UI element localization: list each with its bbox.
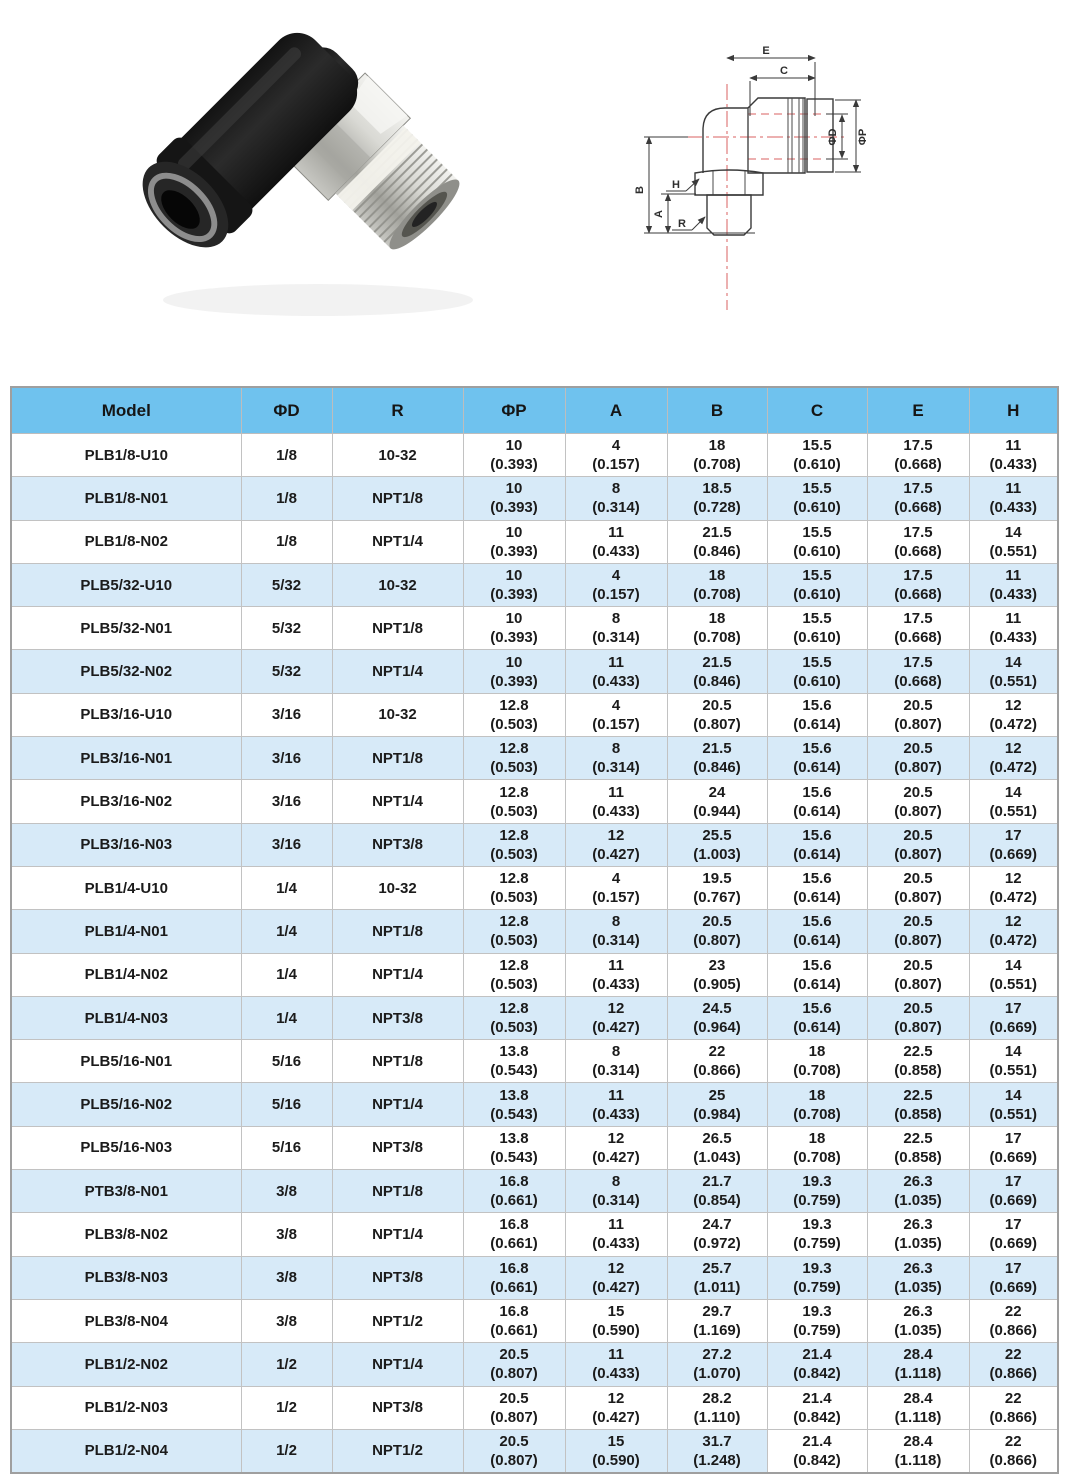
dim-cell-b: 26.5 (1.043) xyxy=(667,1126,767,1169)
dim-cell-h: 22 (0.866) xyxy=(969,1429,1058,1473)
dim-cell-e: 20.5 (0.807) xyxy=(867,910,969,953)
table-row xyxy=(11,866,1058,909)
dim-cell-c: 21.4 (0.842) xyxy=(767,1386,867,1429)
dim-label-r: R xyxy=(678,218,686,230)
dim-cell-b: 24.5 (0.964) xyxy=(667,996,767,1039)
dim-cell-h: 12 (0.472) xyxy=(969,866,1058,909)
column-header-phi-d: ΦD xyxy=(241,387,332,434)
model-cell: PLB3/8-N04 xyxy=(11,1299,241,1342)
column-header-a: A xyxy=(565,387,667,434)
hex-nut xyxy=(695,170,763,195)
dim-cell-a: 4 (0.157) xyxy=(565,434,667,477)
model-cell: PLB5/16-N03 xyxy=(11,1126,241,1169)
phi-d-cell: 1/4 xyxy=(241,953,332,996)
column-header-r: R xyxy=(332,387,463,434)
dim-cell-phi-p: 20.5 (0.807) xyxy=(463,1429,565,1473)
dim-cell-b: 21.5 (0.846) xyxy=(667,650,767,693)
dim-cell-e: 20.5 (0.807) xyxy=(867,823,969,866)
dim-cell-e: 20.5 (0.807) xyxy=(867,953,969,996)
technical-drawing-image xyxy=(600,20,1010,330)
table-header-row xyxy=(11,387,1058,434)
dim-cell-b: 31.7 (1.248) xyxy=(667,1429,767,1473)
dim-cell-e: 22.5 (0.858) xyxy=(867,1126,969,1169)
fitting-outline xyxy=(695,98,833,235)
r-cell: NPT1/8 xyxy=(332,607,463,650)
table-row xyxy=(11,1213,1058,1256)
phi-d-cell: 5/16 xyxy=(241,1083,332,1126)
dim-cell-h: 17 (0.669) xyxy=(969,1213,1058,1256)
dim-cell-b: 24.7 (0.972) xyxy=(667,1213,767,1256)
dim-cell-phi-p: 12.8 (0.503) xyxy=(463,866,565,909)
model-cell: PLB5/32-N02 xyxy=(11,650,241,693)
dim-cell-phi-p: 10 (0.393) xyxy=(463,434,565,477)
dim-cell-c: 15.6 (0.614) xyxy=(767,866,867,909)
dim-cell-b: 27.2 (1.070) xyxy=(667,1343,767,1386)
dim-cell-e: 20.5 (0.807) xyxy=(867,693,969,736)
dim-cell-e: 26.3 (1.035) xyxy=(867,1299,969,1342)
phi-d-cell: 1/8 xyxy=(241,520,332,563)
table-row xyxy=(11,1386,1058,1429)
table-row xyxy=(11,1256,1058,1299)
model-cell: PLB3/16-U10 xyxy=(11,693,241,736)
dim-cell-e: 28.4 (1.118) xyxy=(867,1386,969,1429)
dim-cell-a: 4 (0.157) xyxy=(565,563,667,606)
dim-cell-e: 20.5 (0.807) xyxy=(867,780,969,823)
model-cell: PLB1/4-N02 xyxy=(11,953,241,996)
dim-cell-a: 15 (0.590) xyxy=(565,1429,667,1473)
phi-d-cell: 3/16 xyxy=(241,823,332,866)
dim-cell-a: 15 (0.590) xyxy=(565,1299,667,1342)
model-cell: PLB3/16-N01 xyxy=(11,737,241,780)
dim-cell-h: 12 (0.472) xyxy=(969,693,1058,736)
dim-cell-c: 15.6 (0.614) xyxy=(767,780,867,823)
model-cell: PLB1/4-U10 xyxy=(11,866,241,909)
dim-cell-b: 19.5 (0.767) xyxy=(667,866,767,909)
dim-cell-h: 22 (0.866) xyxy=(969,1299,1058,1342)
dim-cell-phi-p: 16.8 (0.661) xyxy=(463,1170,565,1213)
dim-cell-a: 8 (0.314) xyxy=(565,1040,667,1083)
r-cell: NPT1/4 xyxy=(332,1213,463,1256)
phi-d-cell: 5/16 xyxy=(241,1126,332,1169)
model-cell: PLB1/8-N02 xyxy=(11,520,241,563)
dim-cell-e: 17.5 (0.668) xyxy=(867,607,969,650)
model-cell: PLB5/32-N01 xyxy=(11,607,241,650)
phi-d-cell: 1/4 xyxy=(241,996,332,1039)
r-cell: NPT1/4 xyxy=(332,650,463,693)
phi-d-cell: 3/16 xyxy=(241,693,332,736)
dim-cell-a: 11 (0.433) xyxy=(565,953,667,996)
dim-cell-phi-p: 13.8 (0.543) xyxy=(463,1083,565,1126)
table-row xyxy=(11,953,1058,996)
spec-table xyxy=(10,386,1059,1474)
dim-cell-e: 28.4 (1.118) xyxy=(867,1343,969,1386)
dim-cell-b: 20.5 (0.807) xyxy=(667,693,767,736)
dim-cell-h: 22 (0.866) xyxy=(969,1386,1058,1429)
dim-cell-a: 11 (0.433) xyxy=(565,780,667,823)
dim-cell-c: 19.3 (0.759) xyxy=(767,1256,867,1299)
model-cell: PTB3/8-N01 xyxy=(11,1170,241,1213)
model-cell: PLB1/8-N01 xyxy=(11,477,241,520)
dim-cell-h: 11 (0.433) xyxy=(969,477,1058,520)
table-row xyxy=(11,1343,1058,1386)
column-header-c: C xyxy=(767,387,867,434)
dim-cell-h: 12 (0.472) xyxy=(969,737,1058,780)
phi-d-cell: 1/4 xyxy=(241,910,332,953)
dim-cell-e: 22.5 (0.858) xyxy=(867,1040,969,1083)
dim-cell-h: 14 (0.551) xyxy=(969,953,1058,996)
table-row xyxy=(11,563,1058,606)
dim-cell-c: 15.5 (0.610) xyxy=(767,520,867,563)
r-cell: 10-32 xyxy=(332,693,463,736)
phi-d-cell: 1/8 xyxy=(241,434,332,477)
table-row xyxy=(11,607,1058,650)
dim-cell-a: 4 (0.157) xyxy=(565,866,667,909)
dim-cell-e: 26.3 (1.035) xyxy=(867,1213,969,1256)
dim-cell-h: 12 (0.472) xyxy=(969,910,1058,953)
r-cell: NPT3/8 xyxy=(332,1256,463,1299)
phi-d-cell: 1/8 xyxy=(241,477,332,520)
phi-d-cell: 3/16 xyxy=(241,737,332,780)
dim-cell-c: 15.6 (0.614) xyxy=(767,996,867,1039)
dim-cell-b: 18 (0.708) xyxy=(667,607,767,650)
dim-cell-b: 23 (0.905) xyxy=(667,953,767,996)
dim-cell-a: 12 (0.427) xyxy=(565,1256,667,1299)
dim-cell-h: 17 (0.669) xyxy=(969,1126,1058,1169)
table-row xyxy=(11,996,1058,1039)
dim-cell-b: 29.7 (1.169) xyxy=(667,1299,767,1342)
dim-cell-phi-p: 16.8 (0.661) xyxy=(463,1299,565,1342)
dim-cell-h: 14 (0.551) xyxy=(969,1083,1058,1126)
r-cell: NPT1/4 xyxy=(332,1343,463,1386)
dim-label-phi-p: ΦP xyxy=(857,128,869,146)
dim-cell-e: 20.5 (0.807) xyxy=(867,866,969,909)
dim-cell-h: 11 (0.433) xyxy=(969,607,1058,650)
dim-cell-e: 26.3 (1.035) xyxy=(867,1170,969,1213)
dim-cell-e: 17.5 (0.668) xyxy=(867,650,969,693)
model-cell: PLB3/16-N03 xyxy=(11,823,241,866)
dim-cell-b: 25.5 (1.003) xyxy=(667,823,767,866)
model-cell: PLB1/2-N03 xyxy=(11,1386,241,1429)
dim-cell-a: 4 (0.157) xyxy=(565,693,667,736)
dim-cell-phi-p: 13.8 (0.543) xyxy=(463,1126,565,1169)
dim-cell-c: 15.6 (0.614) xyxy=(767,737,867,780)
dim-cell-c: 15.5 (0.610) xyxy=(767,477,867,520)
phi-d-cell: 1/4 xyxy=(241,866,332,909)
r-cell: NPT1/4 xyxy=(332,780,463,823)
spec-table-body xyxy=(11,434,1058,1474)
dim-cell-a: 12 (0.427) xyxy=(565,1386,667,1429)
dim-cell-e: 17.5 (0.668) xyxy=(867,520,969,563)
table-row xyxy=(11,1040,1058,1083)
r-cell: 10-32 xyxy=(332,563,463,606)
model-cell: PLB1/4-N01 xyxy=(11,910,241,953)
male-thread xyxy=(707,195,751,235)
dim-cell-c: 19.3 (0.759) xyxy=(767,1299,867,1342)
dim-cell-h: 17 (0.669) xyxy=(969,1256,1058,1299)
dim-cell-c: 18 (0.708) xyxy=(767,1040,867,1083)
phi-d-cell: 5/32 xyxy=(241,563,332,606)
r-cell: NPT1/8 xyxy=(332,737,463,780)
dim-cell-b: 21.5 (0.846) xyxy=(667,520,767,563)
technical-drawing xyxy=(600,20,1010,330)
dim-cell-phi-p: 12.8 (0.503) xyxy=(463,780,565,823)
dim-cell-c: 19.3 (0.759) xyxy=(767,1170,867,1213)
dim-cell-c: 21.4 (0.842) xyxy=(767,1343,867,1386)
phi-d-cell: 3/8 xyxy=(241,1299,332,1342)
r-cell: NPT1/4 xyxy=(332,520,463,563)
r-cell: NPT3/8 xyxy=(332,823,463,866)
dim-cell-h: 14 (0.551) xyxy=(969,1040,1058,1083)
dim-cell-a: 8 (0.314) xyxy=(565,737,667,780)
model-cell: PLB1/2-N04 xyxy=(11,1429,241,1473)
model-cell: PLB3/16-N02 xyxy=(11,780,241,823)
phi-d-cell: 5/32 xyxy=(241,607,332,650)
phi-d-cell: 5/32 xyxy=(241,650,332,693)
dim-cell-h: 14 (0.551) xyxy=(969,650,1058,693)
dim-label-a: A xyxy=(653,210,665,218)
model-cell: PLB1/2-N02 xyxy=(11,1343,241,1386)
dim-cell-h: 22 (0.866) xyxy=(969,1343,1058,1386)
dim-cell-c: 15.5 (0.610) xyxy=(767,607,867,650)
r-cell: NPT3/8 xyxy=(332,996,463,1039)
dim-cell-a: 8 (0.314) xyxy=(565,910,667,953)
model-cell: PLB1/4-N03 xyxy=(11,996,241,1039)
phi-d-cell: 3/16 xyxy=(241,780,332,823)
dim-cell-h: 17 (0.669) xyxy=(969,996,1058,1039)
r-cell: 10-32 xyxy=(332,434,463,477)
column-header-h: H xyxy=(969,387,1058,434)
dim-cell-phi-p: 12.8 (0.503) xyxy=(463,996,565,1039)
model-cell: PLB1/8-U10 xyxy=(11,434,241,477)
dim-cell-c: 15.5 (0.610) xyxy=(767,563,867,606)
model-cell: PLB3/8-N02 xyxy=(11,1213,241,1256)
dim-cell-e: 17.5 (0.668) xyxy=(867,563,969,606)
dim-cell-h: 17 (0.669) xyxy=(969,1170,1058,1213)
dim-cell-phi-p: 20.5 (0.807) xyxy=(463,1343,565,1386)
dim-cell-a: 12 (0.427) xyxy=(565,823,667,866)
product-photo-image xyxy=(118,22,508,342)
dim-cell-b: 21.5 (0.846) xyxy=(667,737,767,780)
dim-cell-a: 11 (0.433) xyxy=(565,520,667,563)
dim-cell-b: 21.7 (0.854) xyxy=(667,1170,767,1213)
dim-cell-h: 14 (0.551) xyxy=(969,520,1058,563)
table-row xyxy=(11,650,1058,693)
dim-cell-c: 19.3 (0.759) xyxy=(767,1213,867,1256)
dim-cell-b: 25 (0.984) xyxy=(667,1083,767,1126)
table-row xyxy=(11,910,1058,953)
table-row xyxy=(11,737,1058,780)
table-row xyxy=(11,1126,1058,1169)
r-cell: NPT3/8 xyxy=(332,1386,463,1429)
r-cell: NPT1/8 xyxy=(332,1040,463,1083)
phi-d-cell: 5/16 xyxy=(241,1040,332,1083)
dim-cell-a: 8 (0.314) xyxy=(565,607,667,650)
phi-d-cell: 3/8 xyxy=(241,1256,332,1299)
dim-cell-phi-p: 20.5 (0.807) xyxy=(463,1386,565,1429)
table-row xyxy=(11,823,1058,866)
dim-cell-b: 24 (0.944) xyxy=(667,780,767,823)
phi-d-cell: 1/2 xyxy=(241,1386,332,1429)
dim-cell-phi-p: 13.8 (0.543) xyxy=(463,1040,565,1083)
dim-cell-phi-p: 12.8 (0.503) xyxy=(463,910,565,953)
r-cell: 10-32 xyxy=(332,866,463,909)
model-cell: PLB5/16-N01 xyxy=(11,1040,241,1083)
dim-cell-c: 18 (0.708) xyxy=(767,1083,867,1126)
phi-d-cell: 3/8 xyxy=(241,1170,332,1213)
dim-cell-b: 28.2 (1.110) xyxy=(667,1386,767,1429)
dim-cell-b: 18 (0.708) xyxy=(667,563,767,606)
photo-shadow xyxy=(163,284,473,316)
dim-cell-c: 15.5 (0.610) xyxy=(767,650,867,693)
dim-cell-phi-p: 12.8 (0.503) xyxy=(463,693,565,736)
dim-cell-a: 11 (0.433) xyxy=(565,1213,667,1256)
dim-cell-c: 15.6 (0.614) xyxy=(767,910,867,953)
dim-cell-a: 8 (0.314) xyxy=(565,1170,667,1213)
dim-cell-h: 11 (0.433) xyxy=(969,563,1058,606)
dim-cell-phi-p: 12.8 (0.503) xyxy=(463,823,565,866)
dim-cell-h: 14 (0.551) xyxy=(969,780,1058,823)
dim-cell-phi-p: 10 (0.393) xyxy=(463,607,565,650)
dim-cell-a: 11 (0.433) xyxy=(565,650,667,693)
table-row xyxy=(11,1170,1058,1213)
dim-cell-h: 11 (0.433) xyxy=(969,434,1058,477)
dim-cell-phi-p: 10 (0.393) xyxy=(463,520,565,563)
table-row xyxy=(11,693,1058,736)
phi-d-cell: 3/8 xyxy=(241,1213,332,1256)
dim-cell-a: 8 (0.314) xyxy=(565,477,667,520)
model-cell: PLB5/16-N02 xyxy=(11,1083,241,1126)
dim-cell-c: 15.6 (0.614) xyxy=(767,953,867,996)
dim-cell-phi-p: 10 (0.393) xyxy=(463,650,565,693)
r-cell: NPT1/2 xyxy=(332,1299,463,1342)
table-row xyxy=(11,1083,1058,1126)
dim-cell-c: 21.4 (0.842) xyxy=(767,1429,867,1473)
column-header-e: E xyxy=(867,387,969,434)
dim-cell-b: 25.7 (1.011) xyxy=(667,1256,767,1299)
dim-label-phi-d: ΦD xyxy=(827,128,839,146)
column-header-phi-p: ΦP xyxy=(463,387,565,434)
dim-cell-phi-p: 12.8 (0.503) xyxy=(463,737,565,780)
dim-cell-e: 22.5 (0.858) xyxy=(867,1083,969,1126)
phi-d-cell: 1/2 xyxy=(241,1343,332,1386)
dim-cell-e: 28.4 (1.118) xyxy=(867,1429,969,1473)
product-photo xyxy=(118,22,508,342)
dim-cell-c: 18 (0.708) xyxy=(767,1126,867,1169)
dim-label-h: H xyxy=(672,179,680,191)
dim-cell-b: 18 (0.708) xyxy=(667,434,767,477)
dim-cell-phi-p: 12.8 (0.503) xyxy=(463,953,565,996)
dim-label-e: E xyxy=(762,45,770,57)
dim-cell-h: 17 (0.669) xyxy=(969,823,1058,866)
r-cell: NPT1/4 xyxy=(332,953,463,996)
centerlines xyxy=(686,84,847,310)
dim-cell-e: 20.5 (0.807) xyxy=(867,996,969,1039)
dim-label-b: B xyxy=(634,186,646,194)
dim-cell-e: 26.3 (1.035) xyxy=(867,1256,969,1299)
table-row xyxy=(11,434,1058,477)
dim-cell-c: 15.6 (0.614) xyxy=(767,693,867,736)
model-cell: PLB5/32-U10 xyxy=(11,563,241,606)
r-cell: NPT1/2 xyxy=(332,1429,463,1473)
dim-cell-a: 11 (0.433) xyxy=(565,1343,667,1386)
dim-cell-b: 18.5 (0.728) xyxy=(667,477,767,520)
table-row xyxy=(11,780,1058,823)
table-row xyxy=(11,1429,1058,1473)
dim-cell-e: 20.5 (0.807) xyxy=(867,737,969,780)
dim-cell-phi-p: 10 (0.393) xyxy=(463,563,565,606)
table-row xyxy=(11,477,1058,520)
phi-d-cell: 1/2 xyxy=(241,1429,332,1473)
r-cell: NPT1/8 xyxy=(332,477,463,520)
dim-cell-phi-p: 16.8 (0.661) xyxy=(463,1213,565,1256)
dim-cell-phi-p: 16.8 (0.661) xyxy=(463,1256,565,1299)
dim-cell-c: 15.6 (0.614) xyxy=(767,823,867,866)
r-cell: NPT1/8 xyxy=(332,1170,463,1213)
dim-cell-a: 12 (0.427) xyxy=(565,996,667,1039)
dim-cell-e: 17.5 (0.668) xyxy=(867,477,969,520)
dim-cell-a: 12 (0.427) xyxy=(565,1126,667,1169)
table-row xyxy=(11,520,1058,563)
dim-cell-b: 20.5 (0.807) xyxy=(667,910,767,953)
model-cell: PLB3/8-N03 xyxy=(11,1256,241,1299)
column-header-model: Model xyxy=(11,387,241,434)
r-cell: NPT3/8 xyxy=(332,1126,463,1169)
r-cell: NPT1/4 xyxy=(332,1083,463,1126)
r-cell: NPT1/8 xyxy=(332,910,463,953)
dim-label-c: C xyxy=(780,65,788,77)
dim-cell-c: 15.5 (0.610) xyxy=(767,434,867,477)
dim-cell-a: 11 (0.433) xyxy=(565,1083,667,1126)
dim-cell-b: 22 (0.866) xyxy=(667,1040,767,1083)
dim-cell-phi-p: 10 (0.393) xyxy=(463,477,565,520)
dim-cell-e: 17.5 (0.668) xyxy=(867,434,969,477)
column-header-b: B xyxy=(667,387,767,434)
table-row xyxy=(11,1299,1058,1342)
